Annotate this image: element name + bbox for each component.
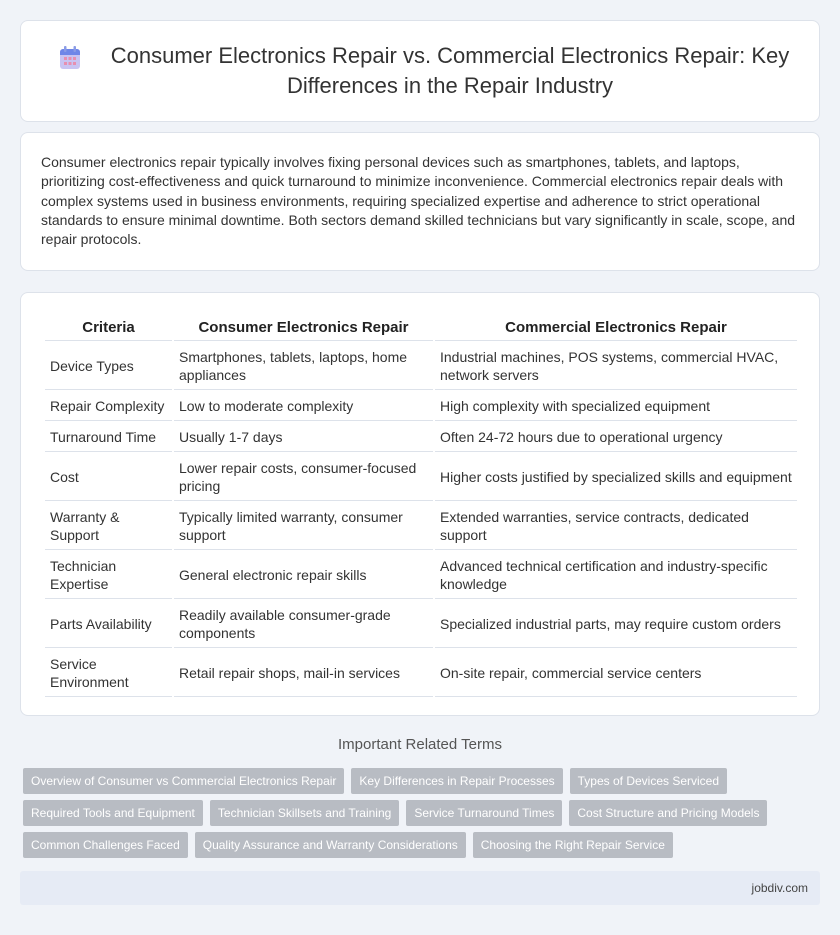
related-term-tag[interactable]: Technician Skillsets and Training bbox=[210, 800, 399, 826]
related-term-tag[interactable]: Service Turnaround Times bbox=[406, 800, 562, 826]
related-term-tag[interactable]: Overview of Consumer vs Commercial Electronics Repair bbox=[23, 768, 344, 794]
footer-site-link[interactable]: jobdiv.com bbox=[751, 881, 808, 895]
commercial-cell: Specialized industrial parts, may require custom orders bbox=[435, 601, 797, 648]
related-term-tag[interactable]: Choosing the Right Repair Service bbox=[473, 832, 673, 858]
commercial-cell: Industrial machines, POS systems, commercial HVAC, network servers bbox=[435, 343, 797, 390]
related-term-tag[interactable]: Cost Structure and Pricing Models bbox=[569, 800, 767, 826]
consumer-cell: Typically limited warranty, consumer support bbox=[174, 503, 433, 550]
criteria-cell: Device Types bbox=[45, 343, 172, 390]
consumer-cell: Lower repair costs, consumer-focused pricing bbox=[174, 454, 433, 501]
page-title: Consumer Electronics Repair vs. Commercial Electronics Repair: Key Differences in the Repair Industry bbox=[110, 43, 790, 98]
table-row bbox=[45, 343, 797, 390]
consumer-cell: Retail repair shops, mail-in services bbox=[174, 650, 433, 697]
table-row bbox=[45, 650, 797, 697]
column-header-commercial: Commercial Electronics Repair bbox=[435, 315, 797, 341]
commercial-cell: High complexity with specialized equipment bbox=[435, 392, 797, 421]
consumer-cell: General electronic repair skills bbox=[174, 552, 433, 599]
commercial-cell: On-site repair, commercial service centers bbox=[435, 650, 797, 697]
criteria-cell: Technician Expertise bbox=[45, 552, 172, 599]
related-term-tag[interactable]: Quality Assurance and Warranty Considerations bbox=[195, 832, 466, 858]
header-card bbox=[20, 20, 820, 122]
criteria-cell: Repair Complexity bbox=[45, 392, 172, 421]
table-header-row bbox=[45, 315, 797, 341]
related-term-tag[interactable]: Required Tools and Equipment bbox=[23, 800, 203, 826]
criteria-cell: Turnaround Time bbox=[45, 423, 172, 452]
consumer-cell: Readily available consumer-grade components bbox=[174, 601, 433, 648]
comparison-card bbox=[20, 292, 820, 716]
consumer-cell: Smartphones, tablets, laptops, home appliances bbox=[174, 343, 433, 390]
table-row bbox=[45, 454, 797, 501]
table-row bbox=[45, 423, 797, 452]
table-row bbox=[45, 552, 797, 599]
consumer-cell: Low to moderate complexity bbox=[174, 392, 433, 421]
criteria-cell: Warranty & Support bbox=[45, 503, 172, 550]
column-header-consumer: Consumer Electronics Repair bbox=[174, 315, 433, 341]
comparison-table bbox=[43, 313, 799, 699]
related-term-tag[interactable]: Key Differences in Repair Processes bbox=[351, 768, 562, 794]
related-terms-title: Important Related Terms bbox=[338, 736, 502, 753]
related-term-tag[interactable]: Types of Devices Serviced bbox=[570, 768, 727, 794]
commercial-cell: Advanced technical certification and industry-specific knowledge bbox=[435, 552, 797, 599]
related-terms-list bbox=[23, 768, 823, 858]
footer bbox=[20, 871, 820, 905]
intro-text: Consumer electronics repair typically involves fixing personal devices such as smartphones, tablets, and laptops, prioritizing cost-effectiveness and quick turnaround to minimize inconvenience. Commercial electronics repair deals with complex systems used in business environments, requiring specialized expertise and adherence to strict operational standards to ensure minimal downtime. Both sectors demand skilled technicians but vary significantly in scale, scope, and repair protocols. bbox=[41, 154, 796, 248]
commercial-cell: Extended warranties, service contracts, dedicated support bbox=[435, 503, 797, 550]
criteria-cell: Cost bbox=[45, 454, 172, 501]
criteria-cell: Service Environment bbox=[45, 650, 172, 697]
commercial-cell: Often 24-72 hours due to operational urgency bbox=[435, 423, 797, 452]
intro-card bbox=[20, 132, 820, 271]
commercial-cell: Higher costs justified by specialized skills and equipment bbox=[435, 454, 797, 501]
consumer-cell: Usually 1-7 days bbox=[174, 423, 433, 452]
table-row bbox=[45, 503, 797, 550]
column-header-criteria: Criteria bbox=[45, 315, 172, 341]
criteria-cell: Parts Availability bbox=[45, 601, 172, 648]
table-row bbox=[45, 392, 797, 421]
related-term-tag[interactable]: Common Challenges Faced bbox=[23, 832, 188, 858]
table-row bbox=[45, 601, 797, 648]
